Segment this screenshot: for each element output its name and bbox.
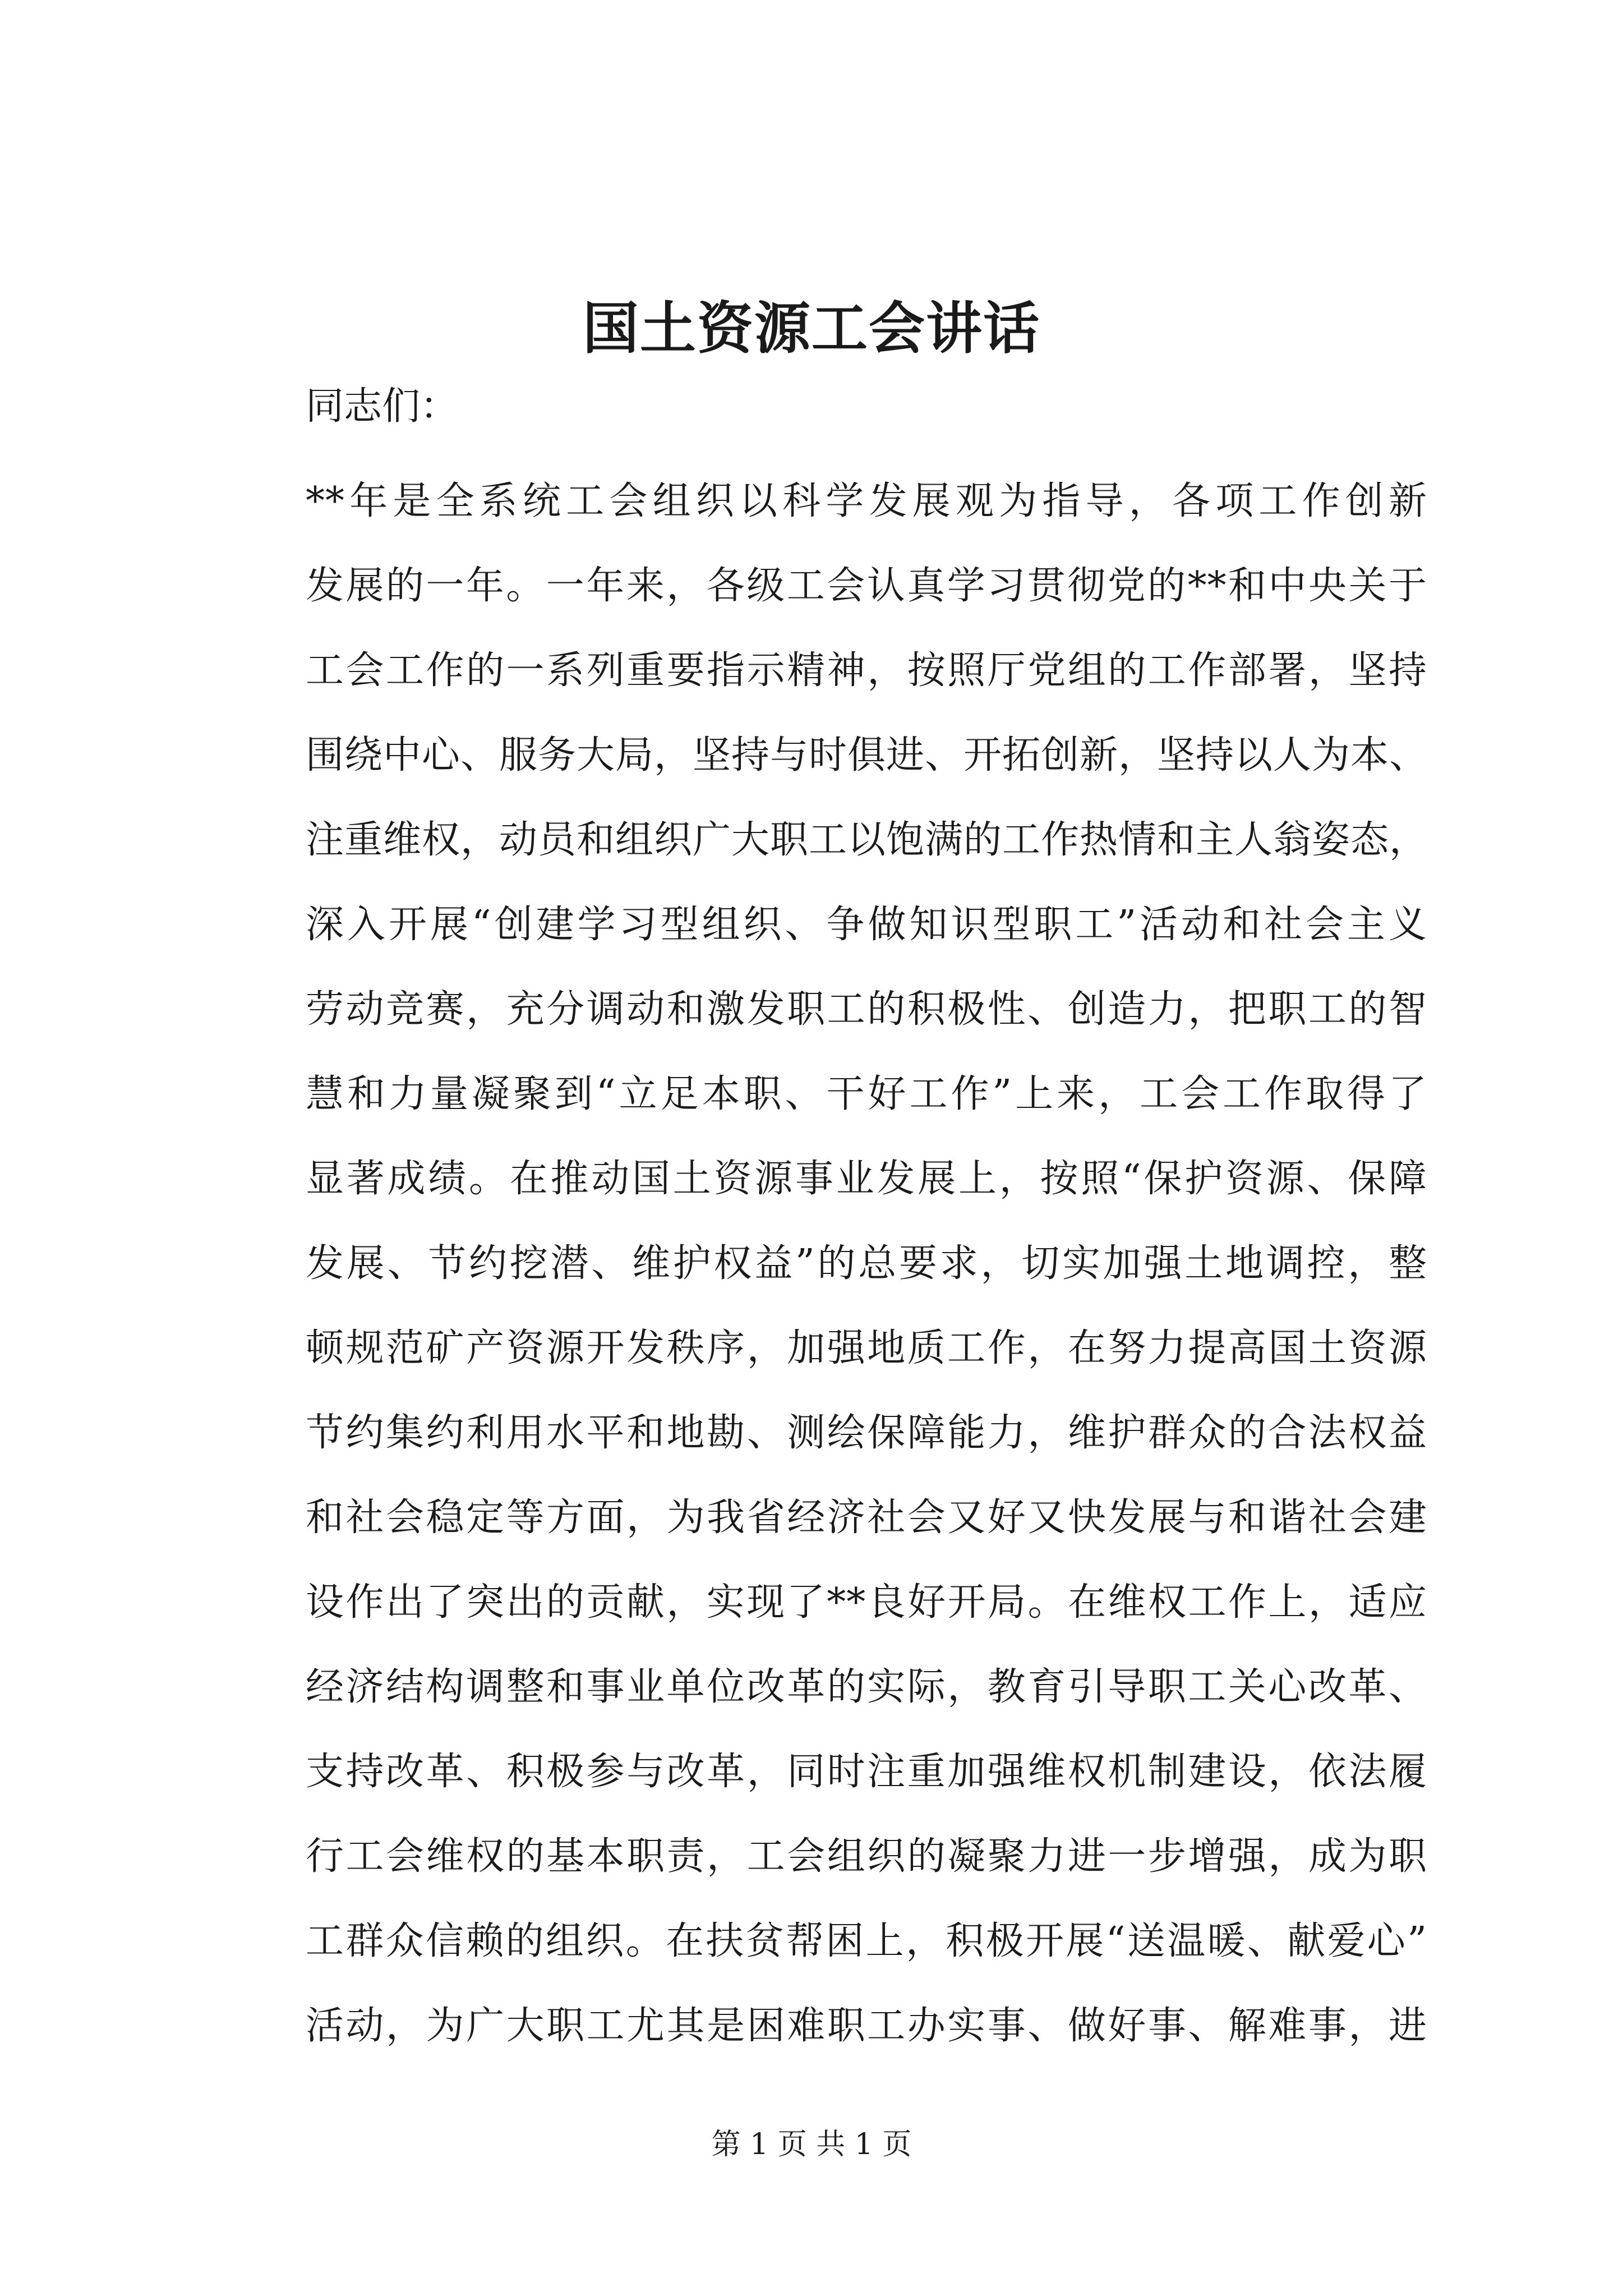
salutation: 同志们： xyxy=(306,384,459,429)
body-line: 注重维权，动员和组织广大职工以饱满的工作热情和主人翁姿态， xyxy=(306,818,1428,862)
body-line: 发展的一年。一年来，各级工会认真学习贯彻党的**和中央关于 xyxy=(306,564,1427,608)
body-line: 劳动竞赛，充分调动和激发职工的积极性、创造力，把职工的智 xyxy=(306,987,1427,1032)
body-line: **年是全系统工会组织以科学发展观为指导，各项工作创新 xyxy=(306,479,1427,523)
body-line: 显著成绩。在推动国土资源事业发展上，按照“保护资源、保障 xyxy=(306,1157,1428,1201)
body-line: 慧和力量凝聚到“立足本职、干好工作”上来，工会工作取得了 xyxy=(306,1072,1427,1116)
body-line: 节约集约利用水平和地勘、测绘保障能力，维护群众的合法权益 xyxy=(306,1411,1427,1455)
body-line: 发展、节约挖潜、维护权益”的总要求，切实加强土地调控，整 xyxy=(306,1241,1427,1286)
body-line: 围绕中心、服务大局，坚持与时俱进、开拓创新，坚持以人为本、 xyxy=(306,733,1428,777)
body-line: 活动，为广大职工尤其是困难职工办实事、做好事、解难事，进 xyxy=(306,2004,1427,2048)
body-line: 和社会稳定等方面，为我省经济社会又好又快发展与和谐社会建 xyxy=(306,1496,1427,1540)
body-line: 顿规范矿产资源开发秩序，加强地质工作，在努力提高国土资源 xyxy=(306,1326,1427,1370)
body-line: 行工会维权的基本职责，工会组织的凝聚力进一步增强，成为职 xyxy=(306,1834,1427,1879)
document-title: 国土资源工会讲话 xyxy=(583,295,1040,361)
body-line: 深入开展“创建学习型组织、争做知识型职工”活动和社会主义 xyxy=(306,903,1427,947)
body-line: 支持改革、积极参与改革，同时注重加强维权机制建设，依法履 xyxy=(306,1750,1427,1794)
body-line: 经济结构调整和事业单位改革的实际，教育引导职工关心改革、 xyxy=(306,1665,1427,1709)
body-text xyxy=(306,459,1427,2068)
body-line: 设作出了突出的贡献，实现了**良好开局。在维权工作上，适应 xyxy=(306,1580,1427,1625)
body-line: 工会工作的一系列重要指示精神，按照厅党组的工作部署，坚持 xyxy=(306,648,1427,693)
page-footer: 第 1 页 共 1 页 xyxy=(711,2128,912,2161)
body-line: 工群众信赖的组织。在扶贫帮困上，积极开展“送温暖、献爱心” xyxy=(306,1919,1427,1963)
